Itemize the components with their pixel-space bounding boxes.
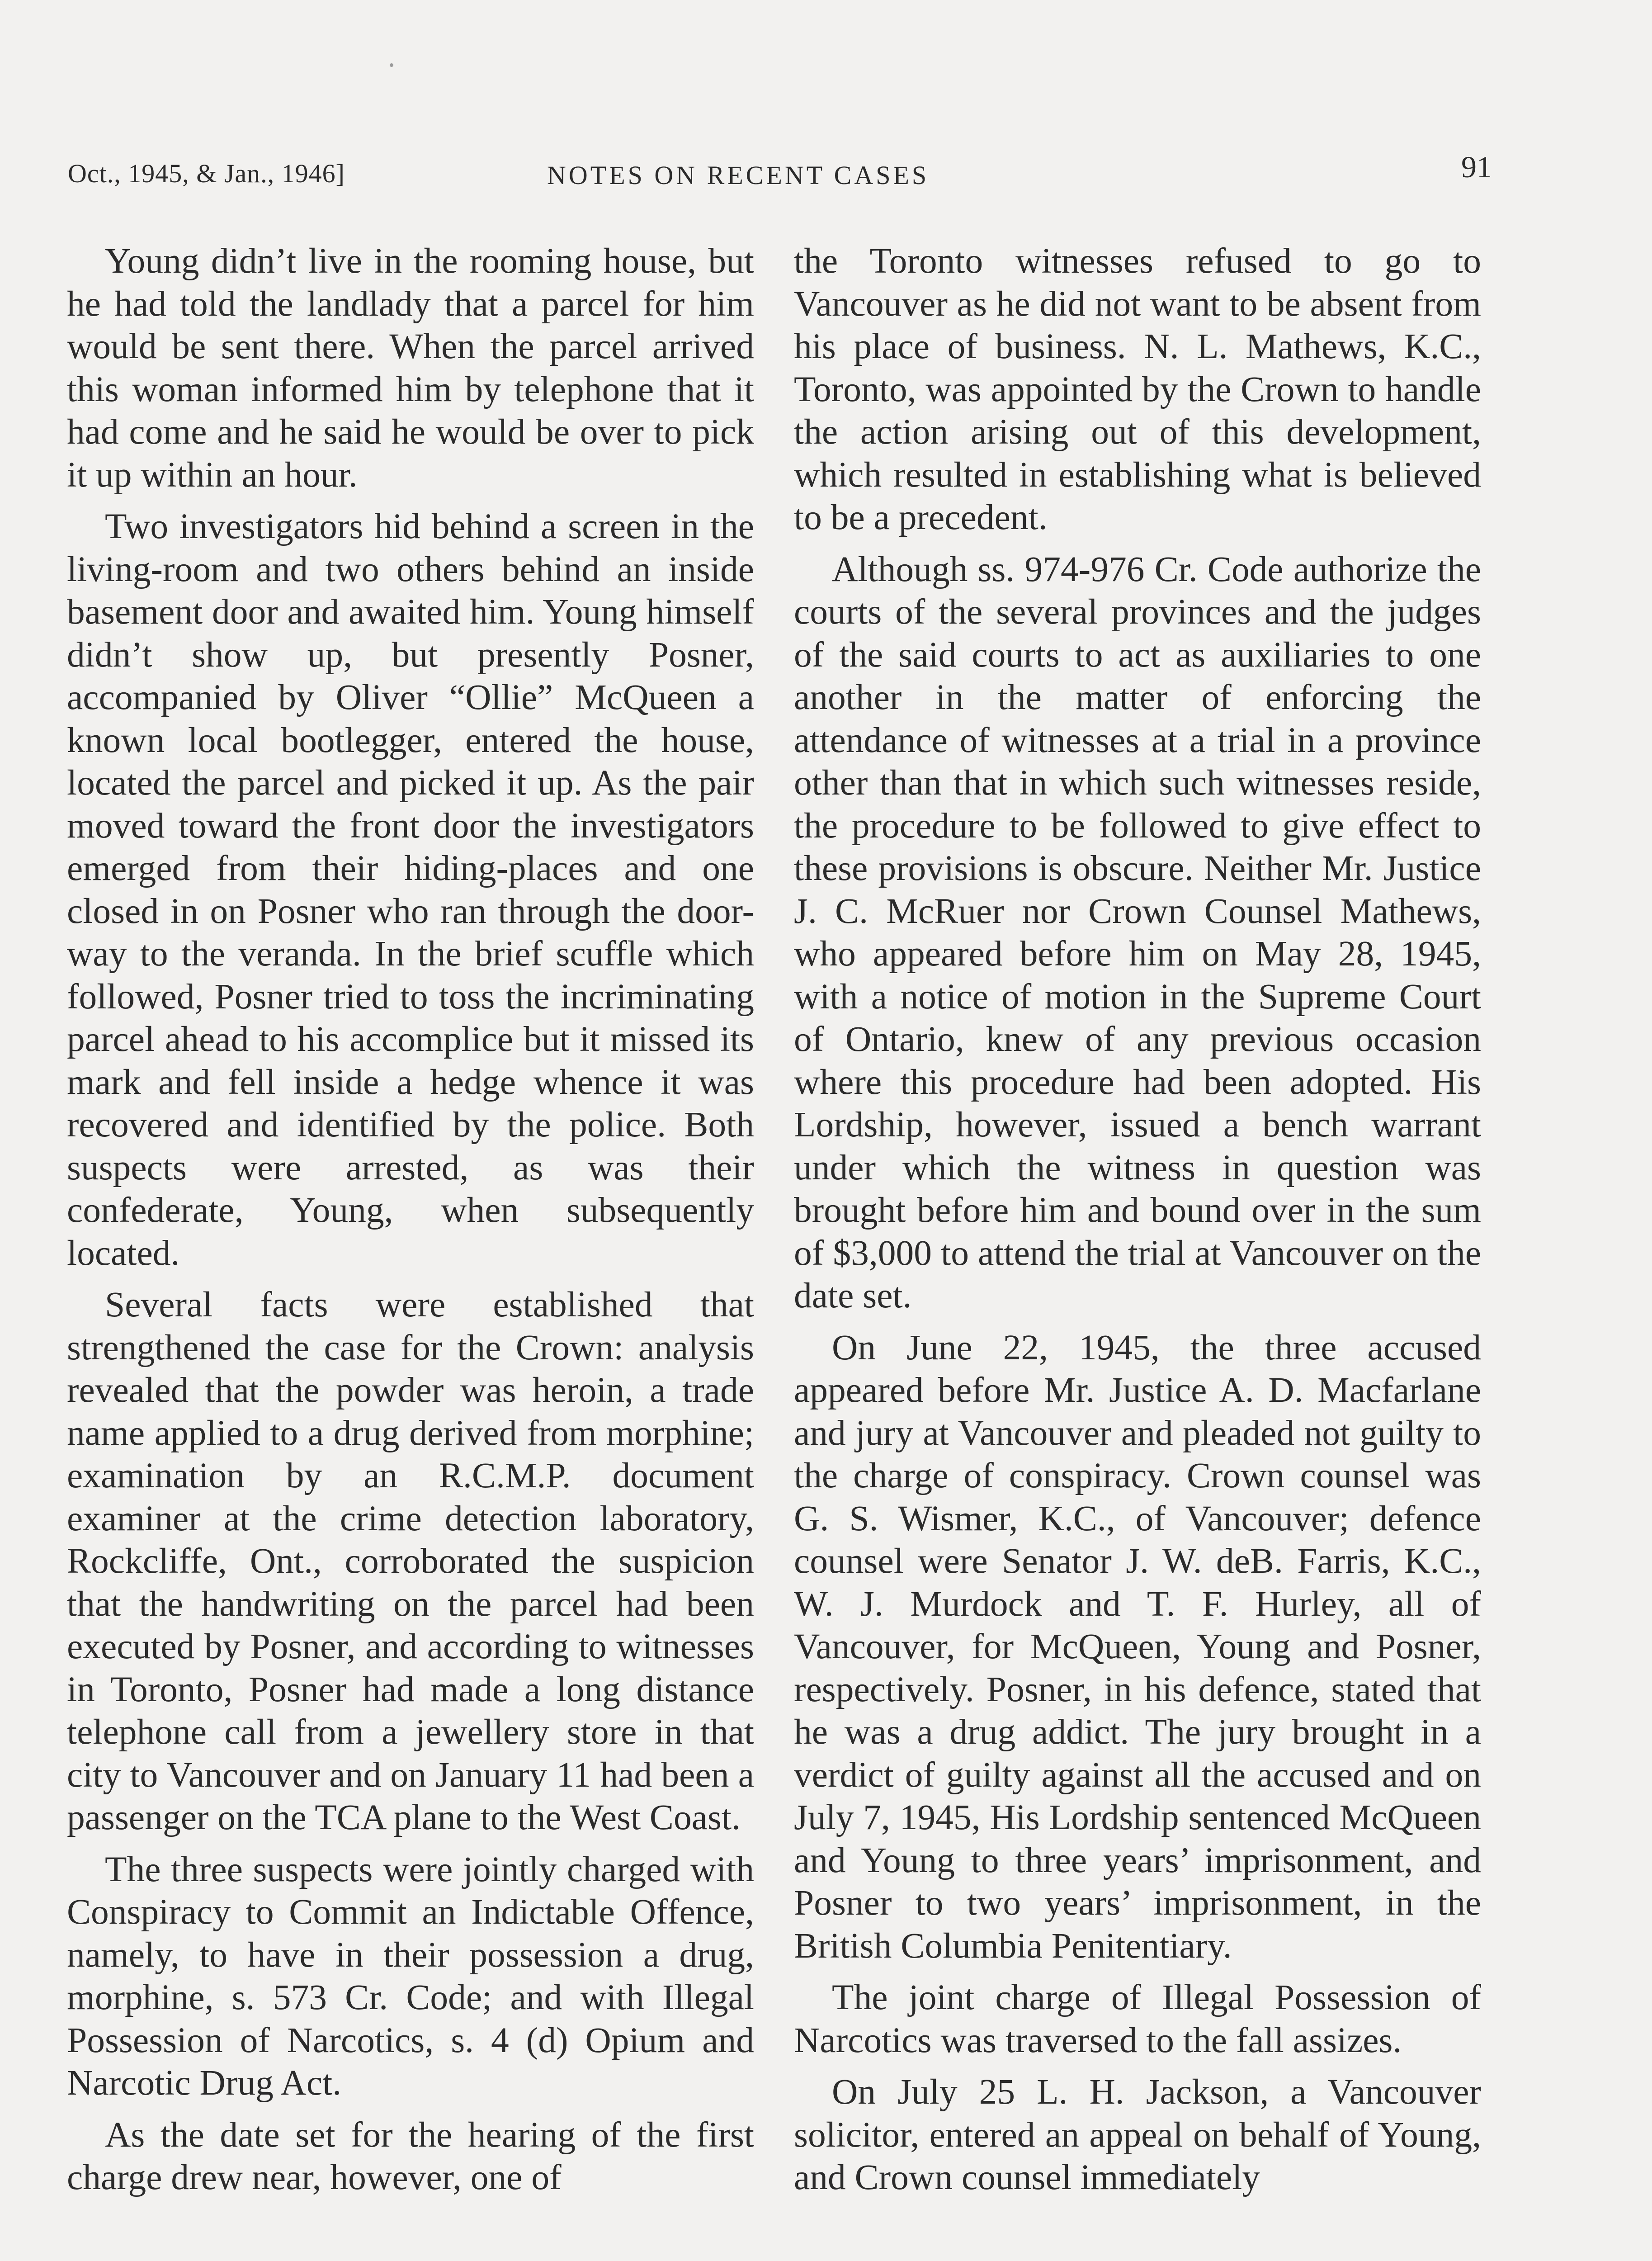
paragraph: Young didn’t live in the rooming house, but he had told the landlady that a parcel for him would be sent there. When the parcel arrived this woman informed him by telephone that it had come and he said he would be over to pick it up within an hour. xyxy=(67,241,754,495)
right-column xyxy=(794,240,1481,2199)
paragraph: Several facts were established that strengthened the case for the Crown: analysis revealed that the powder was heroin, a trade name applied to a drug derived from morphine; examination by an R.C.M.P. document examiner at the crime detection laboratory, Rockcliffe, Ont., corroborated the suspicion that the handwriting on the parcel had been executed by Posner, and according to witnesses in Toronto, Posner had made a long distance telephone call from a jewellery store in that city to Vancouver and on January 11 had been a passenger on the TCA plane to the West Coast. xyxy=(67,1285,754,1837)
paragraph: The joint charge of Illegal Possession of Narcotics was traversed to the fall assizes. xyxy=(794,1977,1481,2060)
section-title: NOTES ON RECENT CASES xyxy=(547,161,930,190)
paragraph: As the date set for the hearing of the first charge drew near, however, one of xyxy=(67,2114,754,2197)
paragraph: Although ss. 974-976 Cr. Code authorize the courts of the several provinces and the judges of the said courts to act as auxiliaries to one another in the matter of enforcing the attendance of witnesses at a trial in a province other than that in which such witnesses reside, the procedure to be followed to give effect to these provisions is obscure. Neither Mr. Justice J. C. McRuer nor Crown Counsel Mathews, who appeared before him on May 28, 1945, with a notice of motion in the Supreme Court of Ontario, knew of any previous occasion where this procedure had been adopted. His Lordship, however, issued a bench warrant under which the witness in question was brought before him and bound over in the sum of $3,000 to attend the trial at Vancouver on the date set. xyxy=(794,549,1481,1315)
paragraph: On July 25 L. H. Jackson, a Vancouver solicitor, entered an appeal on behalf of Young, and Crown counsel immediately xyxy=(794,2072,1481,2197)
paragraph: On June 22, 1945, the three accused appeared before Mr. Justice A. D. Macfarlane and jury at Vancouver and pleaded not guilty to the charge of conspiracy. Crown counsel was G. S. Wismer, K.C., of Vancouver; defence counsel were Senator J. W. deB. Farris, K.C., W. J. Murdock and T. F. Hurley, all of Vancouver, for McQueen, Young and Posner, respectively. Posner, in his defence, stated that he was a drug addict. The jury brought in a verdict of guilty against all the accused and on July 7, 1945, His Lordship sentenced McQueen and Young to three years’ imprisonment, and Posner to two years’ imprisonment, in the British Columbia Penitentiary. xyxy=(794,1327,1481,1966)
paragraph: the Toronto witnesses refused to go to Vancouver as he did not want to be absent from his place of business. N. L. Mathews, K.C., Toronto, was appointed by the Crown to handle the action arising out of this development, which resulted in establishing what is believed to be a precedent. xyxy=(794,241,1481,537)
paper-speck xyxy=(390,63,393,67)
issue-date: Oct., 1945, & Jan., 1946] xyxy=(68,159,345,188)
left-column xyxy=(67,240,754,2199)
page-number: 91 xyxy=(1461,150,1492,184)
paragraph: Two investigators hid behind a screen in the living-room and two others behind an inside basement door and awaited him. Young himself didn’t show up, but presently Posner, accompanied by Oliver “Ollie” McQueen a known local bootlegger, entered the house, located the parcel and picked it up. As the pair moved toward the front door the investigators emerged from their hiding-places and one closed in on Posner who ran through the door-way to the veranda. In the brief scuffle which followed, Posner tried to toss the incriminating parcel ahead to his accomplice but it missed its mark and fell inside a hedge whence it was recovered and identified by the police. Both suspects were arrested, as was their confederate, Young, when subsequently located. xyxy=(67,506,754,1273)
running-head xyxy=(68,149,1492,203)
paragraph: The three suspects were jointly charged with Conspiracy to Commit an Indictable Offence, namely, to have in their possession a drug, morphine, s. 573 Cr. Code; and with Illegal Possession of Narcotics, s. 4 (d) Opium and Narcotic Drug Act. xyxy=(67,1849,754,2103)
